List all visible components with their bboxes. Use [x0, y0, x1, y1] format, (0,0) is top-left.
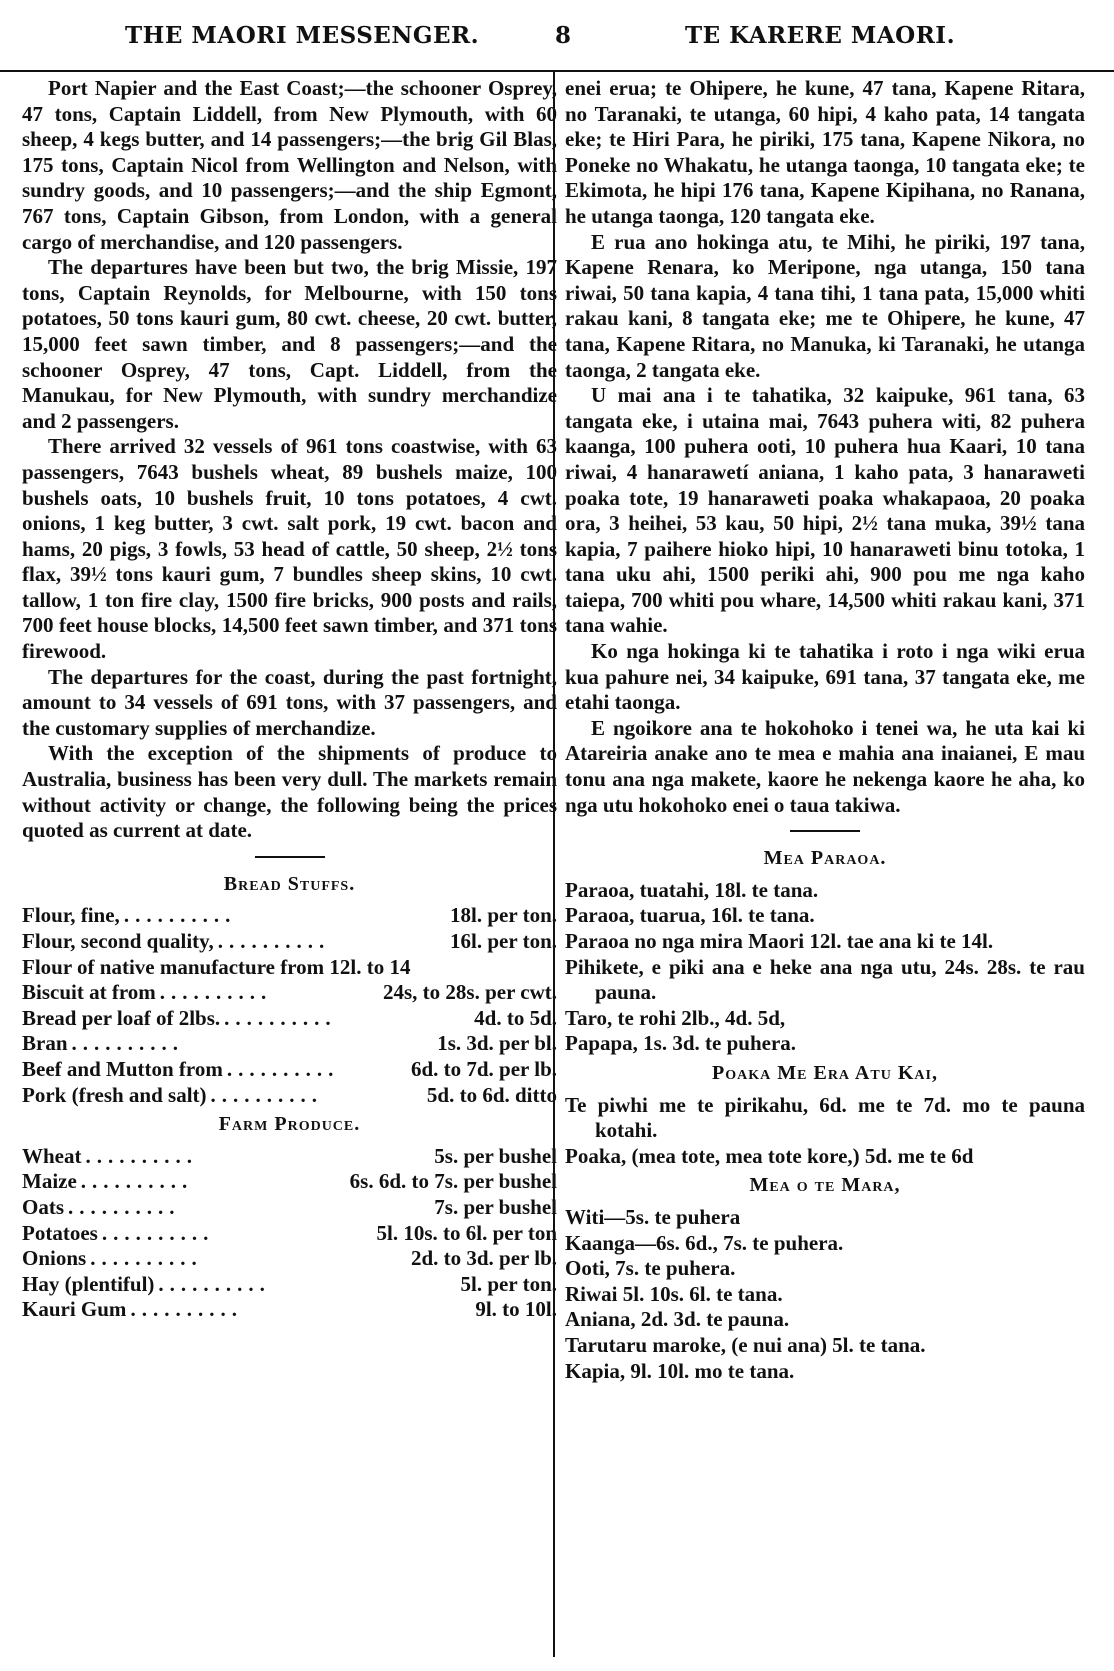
- price-line: Ooti, 7s. te puhera.: [565, 1256, 736, 1281]
- price-line: Kapia, 9l. 10l. mo te tana.: [565, 1358, 795, 1383]
- section-rule: [255, 856, 325, 858]
- price-value: 6d. to 7d. per lb.: [410, 1056, 557, 1081]
- maori-coastwise-arrivals-paragraph: U mai ana i te tahatika, 32 kaipuke, 961 tana, 63 tangata eke, i utaina mai, 7643 puhera witi, 82 puhera kaanga, 100 puhera ooti, 10 puhera hua Kaari, 10 tana riwai, 4 hanarawetí aniana, 1 kaho pata, 3 hanaraweti poaka tote, 19 hanaraweti poaka whakapaoa, 20 poaka ora, 3 heihei, 53 kau, 50 hipi, 2½ tana muka, 39½ tana kapia, 7 paihere hioko hipi, 10 hanaraweti binu totoka, 1 tana uku ahi, 1500 periki ahi, 900 pou me nga kaho taiepa, 700 whiti pou whare, 14,500 whiti rakau kani, 371 tana wahie.: [565, 383, 1085, 638]
- price-value: 16l. per ton.: [450, 929, 557, 953]
- mea-o-te-mara-list: [565, 1205, 1085, 1384]
- price-row: Potatoes .......... 5l. 10s. to 6l. per ton: [22, 1220, 557, 1245]
- price-value: 24s, to 28s. per cwt.: [382, 980, 557, 1005]
- price-value: 5d. to 6d. ditto: [426, 1082, 557, 1107]
- price-item: Bread per loaf of 2lbs.: [22, 1005, 221, 1030]
- price-item: Beef and Mutton from: [22, 1056, 223, 1081]
- price-item: Pork (fresh and salt): [22, 1082, 207, 1107]
- price-line: Poaka, (mea tote, mea tote kore,) 5d. me te 6d: [565, 1143, 974, 1168]
- price-value: 1s. 3d. per bl.: [437, 1031, 557, 1056]
- price-row: Hay (plentiful) .......... 5l. per ton.: [22, 1271, 557, 1296]
- price-line: Tarutaru maroke, (e nui ana) 5l. te tana.: [565, 1332, 926, 1357]
- bread-stuffs-heading: Bread Stuffs.: [223, 872, 356, 895]
- price-line: Paraoa no nga mira Maori 12l. tae ana ki te 14l.: [565, 929, 994, 953]
- maori-arrivals-paragraph: enei erua; te Ohipere, he kune, 47 tana, Kapene Ritara, no Taranaki, te utanga, 60 hipi, 4 kaho pata, 14 tangata eke; te Hiri Para, he piriki, 175 tana, Kapene Nikora, no Poneke no Whakatu, he utanga taonga, 10 tangata eke; te Ekimota, he hipi 176 tana, Kapene Kipihana, no Ranana, he utanga taonga, 120 tangata eke.: [565, 76, 1085, 228]
- mea-paraoa-list: [565, 878, 1085, 1057]
- mea-o-te-mara-heading: Mea o te Mara,: [749, 1174, 901, 1197]
- price-item: Wheat: [22, 1143, 82, 1168]
- coastwise-arrivals-paragraph: There arrived 32 vessels of 961 tons coastwise, with 63 passengers, 7643 bushels wheat, 89 bushels maize, 100 bushels oats, 10 bushels fruit, 10 tons potatoes, 4 cwt. onions, 1 keg butter, 3 cwt. salt pork, 19 cwt. bacon and hams, 20 pigs, 3 fowls, 53 head of cattle, 50 sheep, 2½ tons flax, 39½ tons kauri gum, 7 bundles sheep skins, 10 cwt. tallow, 1 ton fire clay, 1500 fire bricks, 900 posts and rails, 700 feet house blocks, 14,500 feet sawn timber, and 371 tons firewood.: [22, 434, 557, 664]
- price-item: Potatoes: [22, 1220, 98, 1245]
- maori-coastwise-departures-paragraph: Ko nga hokinga ki te tahatika i roto i nga wiki erua kua pahure nei, 34 kaipuke, 691 tana, 37 tangata eke, me etahi taonga.: [565, 639, 1085, 715]
- price-row: Maize .......... 6s. 6d. to 7s. per bushel: [22, 1169, 557, 1194]
- shipping-departures-paragraph: The departures have been but two, the brig Missie, 197 tons, Captain Reynolds, for Melbourne, with 150 tons potatoes, 50 tons kauri gum, 80 cwt. cheese, 20 cwt. butter, 15,000 feet sawn timber, and 8 passengers;—and the schooner Osprey, 47 tons, Capt. Liddell, from the Manukau, for New Plymouth, with sundry merchandize and 2 passengers.: [22, 255, 557, 433]
- left-column: [22, 76, 557, 1651]
- price-item: Flour, fine,: [22, 903, 120, 928]
- poaka-heading: Poaka Me Era Atu Kai,: [712, 1061, 938, 1084]
- price-row: Beef and Mutton from .......... 6d. to 7d. per lb.: [22, 1056, 557, 1081]
- price-line: Paraoa, tuarua, 16l. te tana.: [565, 903, 815, 928]
- price-value: 4d. to 5d.: [474, 1005, 557, 1030]
- price-line: Pihikete, e piki ana e heke ana nga utu, 24s. 28s. te rau pauna.: [565, 954, 1085, 1005]
- price-line: Te piwhi me te pirikahu, 6d. me te 7d. mo te pauna kotahi.: [565, 1092, 1085, 1143]
- bread-stuffs-list: [22, 903, 557, 1108]
- price-row: Flour, second quality, .......... 16l. per ton.: [22, 929, 557, 953]
- price-row: Kauri Gum .......... 9l. to 10l.: [22, 1297, 557, 1322]
- price-row: Bran .......... 1s. 3d. per bl.: [22, 1031, 557, 1056]
- header-title-maori: TE KARERE MAORI.: [685, 22, 956, 49]
- mea-paraoa-heading: Mea Paraoa.: [763, 847, 887, 870]
- farm-produce-heading: Farm Produce.: [218, 1113, 361, 1136]
- price-item: Kauri Gum: [22, 1297, 127, 1322]
- price-row: Bread per loaf of 2lbs. .......... 4d. to 5d.: [22, 1005, 557, 1030]
- price-item: Maize: [22, 1169, 77, 1194]
- page-header: [0, 0, 1114, 72]
- farm-produce-list: [22, 1144, 557, 1323]
- price-line: Papapa, 1s. 3d. te puhera.: [565, 1031, 797, 1056]
- price-line: Aniana, 2d. 3d. te pauna.: [565, 1307, 790, 1332]
- price-value: 5l. 10s. to 6l. per ton: [376, 1220, 557, 1245]
- price-value: 7s. per bushel: [434, 1194, 557, 1219]
- price-item: Biscuit at from: [22, 980, 156, 1005]
- price-item: Bran: [22, 1031, 68, 1056]
- price-line: Riwai 5l. 10s. 6l. te tana.: [565, 1281, 783, 1306]
- price-item: Flour of native manufacture from 12l. to 14: [22, 954, 411, 979]
- price-row: Onions .......... 2d. to 3d. per lb.: [22, 1246, 557, 1271]
- price-item: Onions: [22, 1246, 87, 1271]
- maori-departures-paragraph: E rua ano hokinga atu, te Mihi, he piriki, 197 tana, Kapene Renara, ko Meripone, nga utanga, 150 tana riwai, 50 tana kapia, 4 tana tihi, 1 tana pata, 15,000 whiti rakau kani, 8 tangata eke; me te Ohipere, he kune, 47 tana, Kapene Ritara, no Manuka, ki Taranaki, he utanga taonga, 2 tangata eke.: [565, 229, 1085, 382]
- right-column: [565, 76, 1085, 1651]
- price-value: 6s. 6d. to 7s. per bushel: [349, 1169, 557, 1194]
- shipping-arrivals-paragraph: Port Napier and the East Coast;—the schooner Osprey, 47 tons, Captain Liddell, from New Plymouth, with 60 sheep, 4 kegs butter, and 14 passengers;—the brig Gil Blas, 175 tons, Captain Nicol from Wellington and Nelson, with sundry goods, and 10 passengers;—and the ship Egmont, 767 tons, Captain Gibson, from London, with a general cargo of merchandise, and 120 passengers.: [22, 76, 557, 254]
- price-value: 2d. to 3d. per lb.: [410, 1246, 557, 1271]
- price-item: Oats: [22, 1194, 64, 1219]
- price-row: [22, 955, 557, 981]
- price-line: Paraoa, tuatahi, 18l. te tana.: [565, 877, 819, 902]
- price-row: Wheat .......... 5s. per bushel: [22, 1143, 557, 1168]
- section-rule: [790, 830, 860, 832]
- price-item: Hay (plentiful): [22, 1271, 155, 1296]
- header-title-english: THE MAORI MESSENGER.: [125, 22, 480, 49]
- price-value: 9l. to 10l.: [475, 1297, 557, 1322]
- price-row: Oats .......... 7s. per bushel: [22, 1194, 557, 1219]
- price-value: 5s. per bushel: [434, 1143, 557, 1168]
- price-value: 5l. per ton.: [460, 1271, 557, 1296]
- price-row: Biscuit at from .......... 24s, to 28s. per cwt.: [22, 980, 557, 1005]
- price-row: Flour, fine, .......... 18l. per ton.: [22, 903, 557, 928]
- poaka-list: [565, 1093, 1085, 1170]
- price-row: Pork (fresh and salt) .......... 5d. to 6d. ditto: [22, 1082, 557, 1107]
- price-item: Flour, second quality,: [22, 929, 214, 953]
- price-value: 18l. per ton.: [450, 903, 557, 928]
- market-summary-paragraph: With the exception of the shipments of produce to Australia, business has been very dull. The markets remain without activity or change, the following being the prices quoted as current at date.: [22, 741, 557, 843]
- maori-market-summary-paragraph: E ngoikore ana te hokohoko i tenei wa, he uta kai ki Atareiria anake ano te mea e mahia ana inaianei, E mau tonu ana nga makete, kaore he nekenga kaore he aha, ko nga utu hokohoko enei o taua takiwa.: [565, 715, 1085, 817]
- page-number: 8: [555, 22, 572, 49]
- price-line: Kaanga—6s. 6d., 7s. te puhera.: [565, 1230, 844, 1255]
- coastwise-departures-paragraph: The departures for the coast, during the past fortnight, amount to 34 vessels of 691 tons, with 37 passengers, and the customary supplies of merchandize.: [22, 664, 557, 740]
- price-line: Taro, te rohi 2lb., 4d. 5d,: [565, 1005, 786, 1030]
- price-line: Witi—5s. te puhera: [565, 1204, 741, 1229]
